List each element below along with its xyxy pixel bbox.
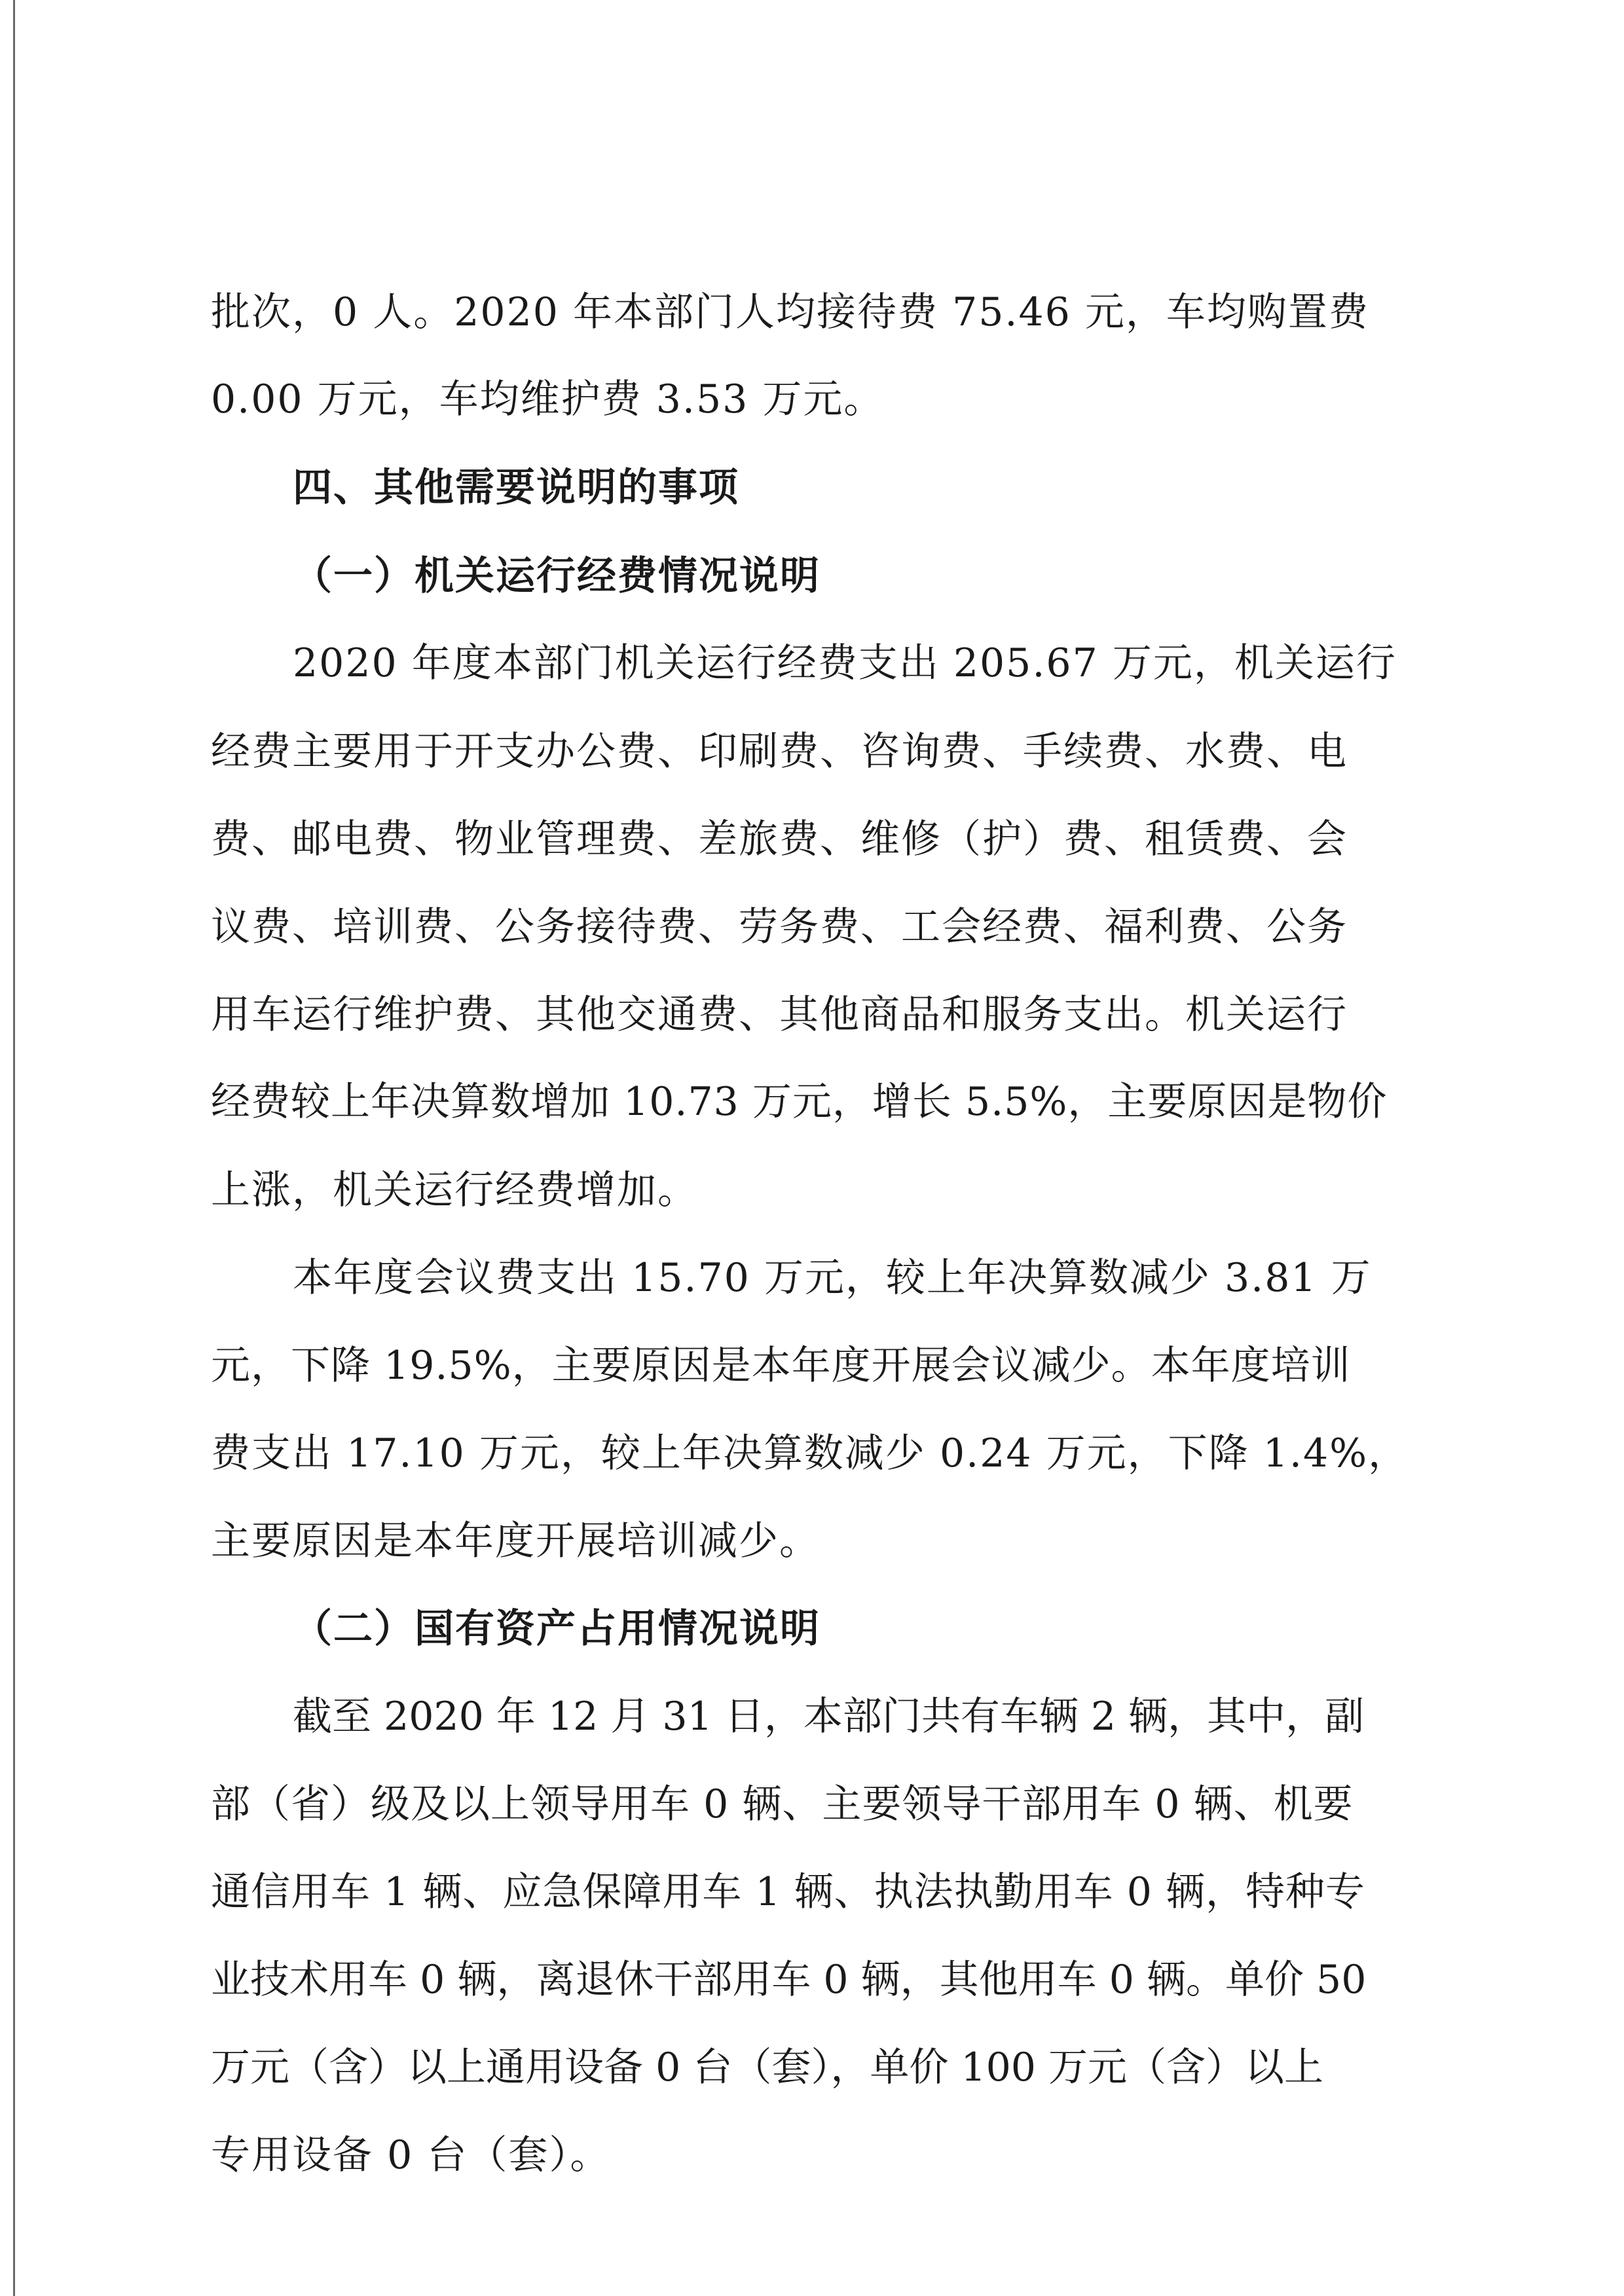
body-text-line: 议费、培训费、公务接待费、劳务费、工会经费、福利费、公务 — [211, 904, 1348, 950]
body-text-line: 批次，0 人。2020 年本部门人均接待费 75.46 元，车均购置费 — [211, 289, 1369, 335]
body-text-line: 上涨，机关运行经费增加。 — [211, 1167, 698, 1213]
body-text-line: 费支出 17.10 万元，较上年决算数减少 0.24 万元，下降 1.4%， — [211, 1430, 1409, 1476]
subsection-heading: （一）机关运行经费情况说明 — [293, 553, 821, 599]
body-text-line: 通信用车 1 辆、应急保障用车 1 辆、执法执勤用车 0 辆，特种专 — [211, 1869, 1365, 1915]
body-text-line: 截至 2020 年 12 月 31 日，本部门共有车辆 2 辆，其中，副 — [293, 1694, 1365, 1740]
body-text-line: 经费主要用于开支办公费、印刷费、咨询费、手续费、水费、电 — [211, 729, 1348, 774]
body-text-line: 经费较上年决算数增加 10.73 万元，增长 5.5%，主要原因是物价 — [211, 1079, 1388, 1125]
body-text-line: 部（省）级及以上领导用车 0 辆、主要领导干部用车 0 辆、机要 — [211, 1781, 1354, 1827]
body-text-line: 元，下降 19.5%，主要原因是本年度开展会议减少。本年度培训 — [211, 1343, 1351, 1389]
section-heading: 四、其他需要说明的事项 — [293, 465, 739, 511]
page-edge-line — [13, 0, 15, 2296]
body-text-line: 业技术用车 0 辆，离退休干部用车 0 辆，其他用车 0 辆。单价 50 — [211, 1957, 1367, 2003]
body-text-line: 2020 年度本部门机关运行经费支出 205.67 万元，机关运行 — [293, 640, 1397, 686]
body-text-line: 0.00 万元，车均维护费 3.53 万元。 — [211, 376, 885, 422]
subsection-heading: （二）国有资产占用情况说明 — [293, 1606, 821, 1652]
body-text-line: 万元（含）以上通用设备 0 台（套），单价 100 万元（含）以上 — [211, 2045, 1323, 2090]
body-text-line: 用车运行维护费、其他交通费、其他商品和服务支出。机关运行 — [211, 992, 1348, 1038]
body-text-line: 专用设备 0 台（套）。 — [211, 2132, 611, 2178]
body-text-line: 费、邮电费、物业管理费、差旅费、维修（护）费、租赁费、会 — [211, 816, 1348, 862]
body-text-line: 本年度会议费支出 15.70 万元，较上年决算数减少 3.81 万 — [293, 1255, 1372, 1301]
body-text-line: 主要原因是本年度开展培训减少。 — [211, 1518, 820, 1564]
